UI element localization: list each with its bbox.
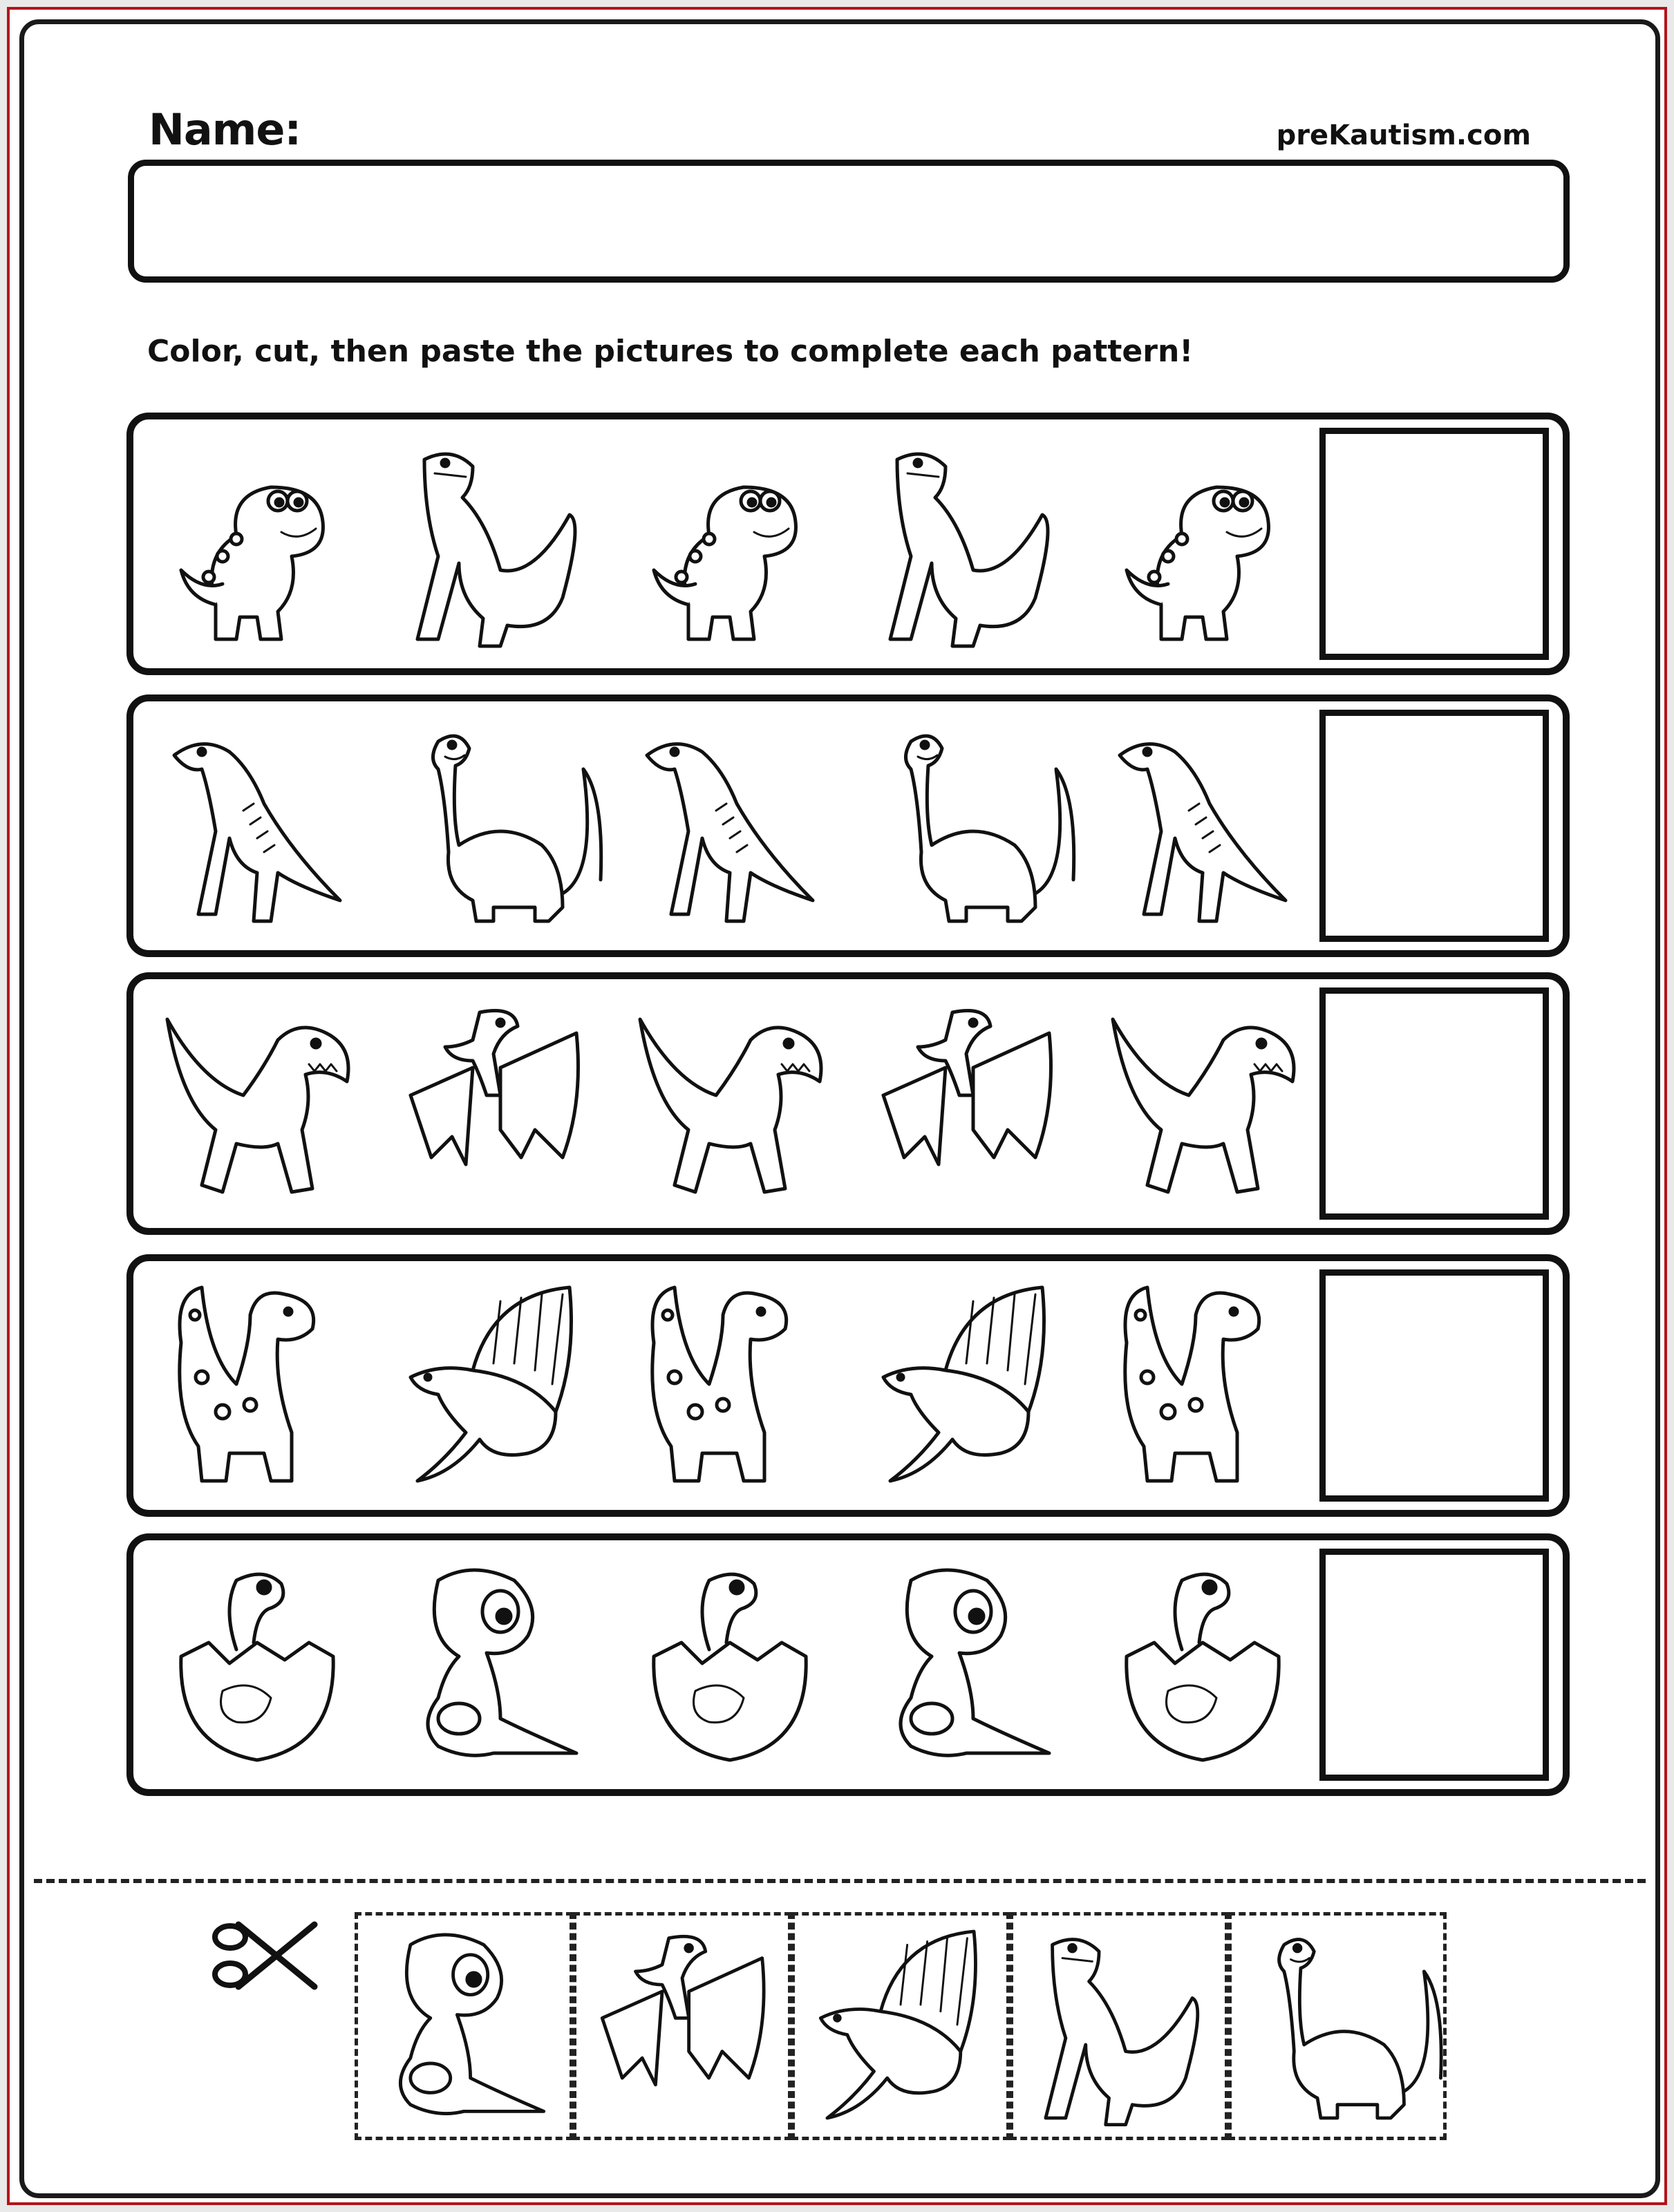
t-rex-icon [397,432,590,656]
hatching-egg-dino-icon [1106,1553,1299,1777]
pattern-cell [139,430,375,658]
answer-box[interactable] [1319,987,1549,1220]
pattern-cell [1084,1272,1321,1500]
pattern-cell [848,1551,1084,1779]
page-frame [7,7,1667,2205]
answer-box[interactable] [1319,1549,1549,1781]
pterodactyl-icon [589,1918,775,2135]
scissors-icon [211,1911,342,2001]
long-neck-dino-icon [1244,1918,1431,2135]
raptor-icon [160,714,354,938]
pattern-cell [1084,1551,1321,1779]
pattern-cell [612,430,848,658]
answer-box[interactable] [1319,710,1549,942]
answer-box[interactable] [1319,428,1549,660]
pattern-row [126,413,1570,675]
pattern-cell [612,1551,848,1779]
cartoon-dino-icon [160,432,354,656]
spotted-dino-icon [633,1274,827,1497]
pattern-cell [612,990,848,1218]
pattern-row [126,1254,1570,1517]
dimetrodon-icon [807,1918,994,2135]
dimetrodon-icon [869,1274,1063,1497]
raptor-icon [633,714,827,938]
worksheet [19,19,1660,2198]
pattern-cell [1084,712,1321,940]
pterodactyl-icon [869,992,1063,1216]
cutout-piece[interactable] [791,1912,1010,2140]
cutout-piece[interactable] [1228,1912,1447,2140]
dimetrodon-icon [397,1274,590,1497]
spotted-dino-icon [160,1274,354,1497]
t-rex-icon [869,432,1063,656]
roaring-t-rex-icon [1106,992,1299,1216]
pattern-row [126,1533,1570,1796]
baby-dino-icon [869,1553,1063,1777]
roaring-t-rex-icon [160,992,354,1216]
cutout-strip [355,1912,1447,2140]
pattern-cell [848,990,1084,1218]
pattern-cell [375,1551,612,1779]
pattern-cell [1084,990,1321,1218]
hatching-egg-dino-icon [633,1553,827,1777]
pattern-cell [848,430,1084,658]
cartoon-dino-icon [633,432,827,656]
cut-line [34,1879,1646,1883]
cutout-piece[interactable] [1010,1912,1228,2140]
pattern-cell [139,1551,375,1779]
cutout-piece[interactable] [573,1912,791,2140]
pattern-cell [139,990,375,1218]
site-credit: preKautism.com [1276,120,1531,151]
name-label: Name: [149,104,301,155]
pattern-cell [139,1272,375,1500]
cartoon-dino-icon [1106,432,1299,656]
pattern-cell [139,712,375,940]
long-neck-dino-icon [869,714,1063,938]
cutout-piece[interactable] [355,1912,573,2140]
pterodactyl-icon [397,992,590,1216]
raptor-icon [1106,714,1299,938]
pattern-cell [375,430,612,658]
pattern-cell [375,990,612,1218]
baby-dino-icon [397,1553,590,1777]
pattern-cell [612,712,848,940]
instruction-text: Color, cut, then paste the pictures to complete each pattern! [147,334,1194,369]
pattern-cell [1084,430,1321,658]
pattern-cell [848,1272,1084,1500]
pattern-cell [375,1272,612,1500]
pattern-row [126,694,1570,957]
answer-box[interactable] [1319,1269,1549,1502]
baby-dino-icon [370,1918,557,2135]
hatching-egg-dino-icon [160,1553,354,1777]
roaring-t-rex-icon [633,992,827,1216]
name-field[interactable] [128,160,1570,283]
long-neck-dino-icon [397,714,590,938]
pattern-row [126,972,1570,1235]
pattern-cell [612,1272,848,1500]
pattern-cell [848,712,1084,940]
pattern-cell [375,712,612,940]
t-rex-icon [1026,1918,1212,2135]
spotted-dino-icon [1106,1274,1299,1497]
